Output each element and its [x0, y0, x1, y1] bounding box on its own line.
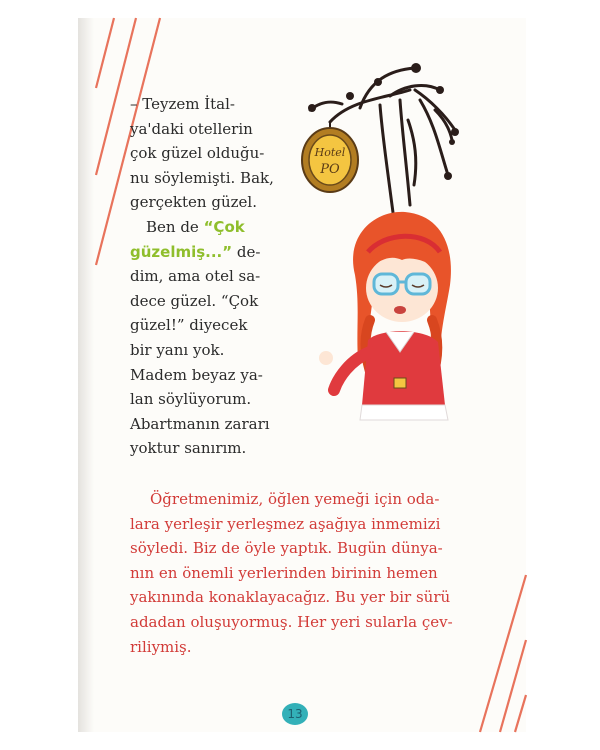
text-fragment: Ben de [146, 217, 204, 236]
hotel-sign-plate [309, 135, 351, 185]
text-line [130, 240, 274, 265]
stripe-bottom-1 [480, 575, 526, 732]
text-fragment: de- [232, 242, 261, 261]
text-line: riliymiş. [130, 637, 192, 656]
text-line: çok güzel olduğu- [130, 144, 265, 163]
hotel-sign-text-2: PO [320, 162, 340, 177]
text-line: Madem beyaz ya- [130, 365, 263, 384]
text-line: güzel!” diyecek [130, 316, 248, 335]
text-line: söyledi. Biz de öyle yaptık. Bugün dünya- [130, 539, 443, 558]
stripe-bottom-3 [515, 695, 526, 732]
page-number-badge: 13 [282, 703, 308, 725]
text-line: dece güzel. “Çok [130, 291, 259, 310]
text-line: adadan oluşuyormuş. Her yeri sularla çev- [130, 612, 453, 631]
text-line: – Teyzem İtal- [130, 95, 235, 113]
text-line: yakınında konaklayacağız. Bu yer bir sürü [130, 588, 451, 607]
text-line: gerçekten güzel. [130, 193, 257, 212]
hand [319, 351, 333, 365]
highlight-text: güzelmiş...” [130, 242, 233, 261]
text-line [130, 215, 274, 240]
mouth [394, 306, 406, 314]
girl-hotel-illustration [290, 60, 470, 460]
narrative-text [130, 92, 274, 461]
highlight-text: “Çok [203, 217, 245, 236]
text-line: Öğretmenimiz, öğlen yemeği için oda- [150, 490, 440, 508]
stripe-top-3 [96, 18, 114, 88]
text-line: ya'daki otellerin [130, 119, 253, 138]
text-line: nın en önemli yerlerinden birinin hemen [130, 563, 438, 582]
text-line: dim, ama otel sa- [130, 267, 261, 286]
text-line: lan söylüyorum. [130, 390, 252, 409]
red-paragraph [130, 487, 453, 659]
girl-character [319, 212, 451, 420]
glasses [374, 274, 398, 294]
text-line: lara yerleşir yerleşmez aşağıya inmemizi [130, 514, 441, 533]
text-line: bir yanı yok. [130, 340, 225, 359]
hotel-sign-text: Hotel [314, 146, 346, 159]
text-line: Abartmanın zararı [130, 414, 270, 433]
text-line: nu söylemişti. Bak, [130, 168, 274, 187]
text-line: yoktur sanırım. [130, 439, 247, 458]
